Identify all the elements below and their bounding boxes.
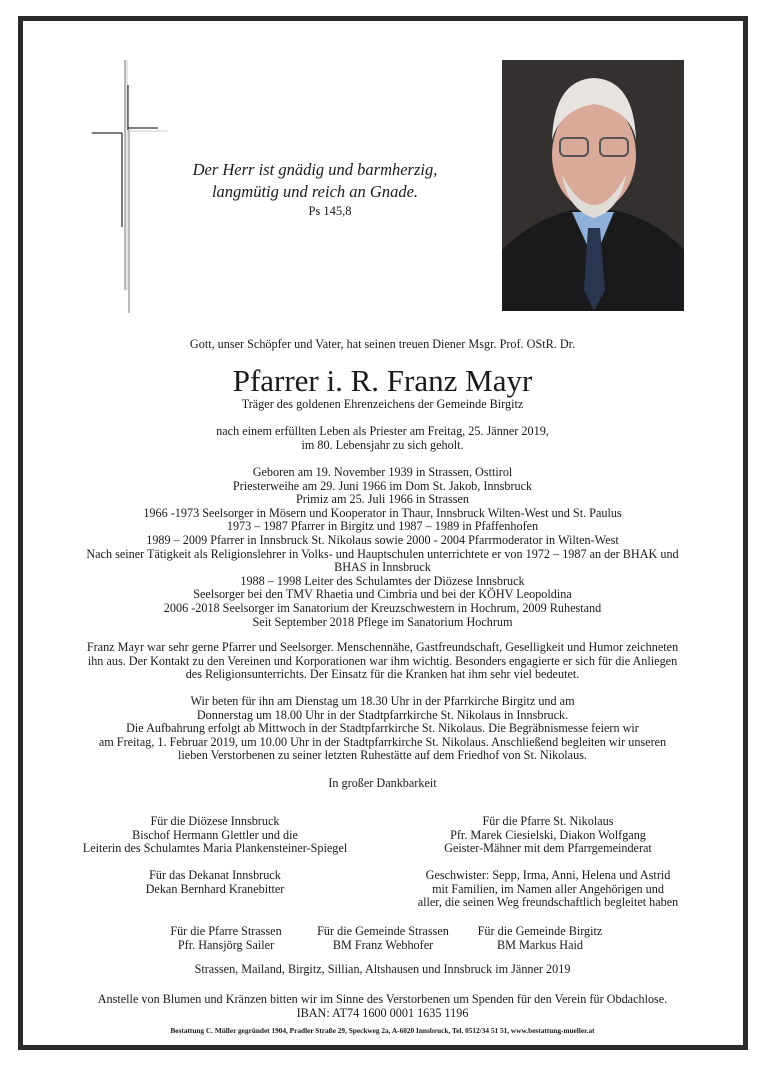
- mourner-line: Für das Dekanat Innsbruck: [149, 868, 281, 882]
- portrait-photo: [502, 60, 684, 311]
- service-details: [0, 695, 765, 763]
- service-line: Wir beten für ihn am Dienstag um 18.30 Uhr in der Pfarrkirche Birgitz und am: [190, 694, 575, 708]
- service-line: Die Aufbahrung erfolgt ab Mittwoch in der Stadtpfarrkirche St. Nikolaus. Die Begräbnismesse feiern wir: [126, 721, 639, 736]
- mourner-line: BM Franz Webhofer: [332, 937, 434, 952]
- bible-quote: [160, 159, 470, 203]
- bio-line: 1988 – 1998 Leiter des Schulamtes der Diözese Innsbruck: [240, 573, 525, 588]
- closing-text: In großer Dankbarkeit: [328, 776, 437, 790]
- bio-line: Geboren am 19. November 1939 in Strassen, Osttirol: [252, 465, 513, 479]
- bio-line: 1966 -1973 Seelsorger in Mösern und Kooperator in Thaur, Innsbruck Wilten-West und St. Paulus: [143, 505, 622, 520]
- quote-line: Der Herr ist gnädig und barmherzig,: [192, 160, 438, 179]
- mourner-municipality-birgitz: [460, 925, 620, 952]
- mourner-line: BM Markus Haid: [497, 937, 583, 952]
- places-date: Strassen, Mailand, Birgitz, Sillian, Altshausen und Innsbruck im Jänner 2019: [194, 962, 571, 976]
- mourner-line: Für die Diözese Innsbruck: [150, 814, 280, 828]
- tribute: [0, 641, 765, 682]
- mourner-line: Dekan Bernhard Kranebitter: [145, 881, 285, 896]
- mourner-parish-strassen: [146, 925, 306, 952]
- mourner-line: Geister-Mähner mit dem Pfarrgemeinderat: [444, 841, 652, 856]
- mourner-line: Für die Gemeinde Birgitz: [477, 924, 603, 938]
- tribute-line: ihn aus. Der Kontakt zu den Vereinen und Korporationen war ihm wichtig. Besonders engagierte er sich für die Anliegen: [87, 653, 678, 668]
- mourner-line: Bischof Hermann Glettler und die: [132, 827, 298, 842]
- mourner-line: Pfr. Hansjörg Sailer: [177, 937, 275, 952]
- mourner-line: Für die Pfarre Strassen: [170, 924, 282, 938]
- mourner-line: Für die Pfarre St. Nikolaus: [482, 814, 614, 828]
- donation-line: Anstelle von Blumen und Kränzen bitten wir im Sinne des Verstorbenen um Spenden für den Verein für Obdachlose.: [97, 992, 668, 1006]
- bio-line: Seit September 2018 Pflege im Sanatorium Hochrum: [252, 614, 513, 629]
- tribute-line: des Religionsunterrichts. Der Einsatz für die Kranken hat ihm sehr viel bedeutet.: [185, 667, 580, 682]
- mourner-parish-nikolaus: [398, 815, 698, 856]
- bio-line: BHAS in Innsbruck: [334, 560, 431, 575]
- quote-line: langmütig und reich an Gnade.: [211, 182, 419, 201]
- bio-line: 1973 – 1987 Pfarrer in Birgitz und 1987 – 1989 in Pfaffenhofen: [226, 519, 539, 534]
- death-line: nach einem erfüllten Leben als Priester am Freitag, 25. Jänner 2019,: [216, 424, 549, 438]
- mourner-line: mit Familien, im Namen aller Angehörigen und: [432, 881, 664, 896]
- deceased-name: Pfarrer i. R. Franz Mayr: [232, 363, 533, 398]
- bio-line: Seelsorger bei den TMV Rhaetia und Cimbria und bei der KÖHV Leopoldina: [193, 587, 572, 602]
- bio-line: Nach seiner Tätigkeit als Religionslehrer in Volks- und Hauptschulen unterrichtete er von 1972 – 1987 an der BHAK und: [86, 546, 679, 561]
- bio-line: 1989 – 2009 Pfarrer in Innsbruck St. Nikolaus sowie 2000 - 2004 Pfarrmoderator in Wilten-West: [146, 532, 619, 547]
- mourner-line: Geschwister: Sepp, Irma, Anni, Helena und Astrid: [425, 868, 671, 882]
- funeral-home-footer: Bestattung C. Müller gegründet 1904, Pradler Straße 29, Speckweg 2a, A-6020 Innsbruck, Tel. 0512/34 51 51, www.bestattung-mueller.at: [170, 1026, 595, 1035]
- death-line: im 80. Lebensjahr zu sich geholt.: [301, 437, 464, 452]
- mourner-line: Für die Gemeinde Strassen: [317, 924, 449, 938]
- biography: [0, 466, 765, 629]
- bio-line: Priesterweihe am 29. Juni 1966 im Dom St. Jakob, Innsbruck: [232, 478, 533, 493]
- mourner-line: Pfr. Marek Ciesielski, Diakon Wolfgang: [450, 827, 646, 842]
- service-line: am Freitag, 1. Februar 2019, um 10.00 Uhr in der Stadtpfarrkirche St. Nikolaus. Anschließend begleiten wir unseren: [98, 734, 667, 749]
- bio-line: 2006 -2018 Seelsorger im Sanatorium der Kreuzschwestern in Hochrum, 2009 Ruhestand: [163, 600, 602, 615]
- death-notice: [0, 425, 765, 452]
- intro-text: Gott, unser Schöpfer und Vater, hat seinen treuen Diener Msgr. Prof. OStR. Dr.: [189, 337, 576, 351]
- mourner-diocese: [65, 815, 365, 856]
- tribute-line: Franz Mayr war sehr gerne Pfarrer und Seelsorger. Menschennähe, Gastfreundschaft, Geselligkeit und Humor zeichneten: [86, 640, 679, 654]
- mourner-siblings: [398, 869, 698, 910]
- iban: IBAN: AT74 1600 0001 1635 1196: [296, 1005, 469, 1020]
- mourner-municipality-strassen: [303, 925, 463, 952]
- quote-reference: Ps 145,8: [308, 204, 352, 218]
- service-line: Donnerstag um 18.00 Uhr in der Stadtpfarrkirche St. Nikolaus in Innsbruck.: [196, 707, 569, 722]
- mourner-line: Leiterin des Schulamtes Maria Plankensteiner-Spiegel: [82, 841, 348, 856]
- service-line: lieben Verstorbenen zu seiner letzten Ruhestätte auf dem Friedhof von St. Nikolaus.: [178, 748, 587, 763]
- mourner-deanery: [65, 869, 365, 896]
- donation-request: [0, 993, 765, 1020]
- honor-text: Träger des goldenen Ehrenzeichens der Gemeinde Birgitz: [241, 397, 524, 411]
- bio-line: Primiz am 25. Juli 1966 in Strassen: [296, 492, 469, 507]
- mourner-line: aller, die seinen Weg freundschaftlich begleitet haben: [417, 895, 679, 910]
